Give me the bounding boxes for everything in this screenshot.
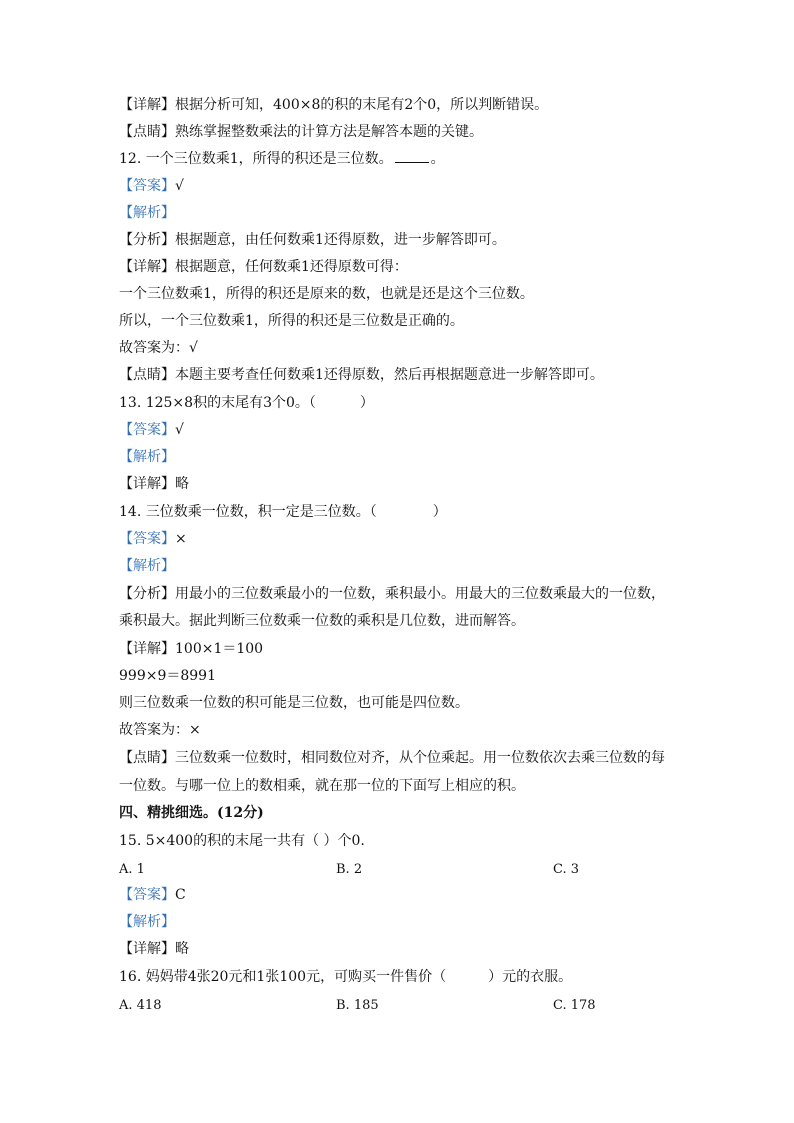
analysis-tag: 【解析】 bbox=[119, 205, 175, 221]
text-line: 所以，一个三位数乘1，所得的积还是三位数是正确的。 bbox=[119, 313, 464, 329]
text-line: 【详解】根据题意，任何数乘1还得原数可得： bbox=[119, 259, 408, 275]
text-line: 【详解】根据分析可知，400×8的积的末尾有2个0，所以判断错误。 bbox=[119, 97, 549, 113]
question-15: 15. 5×400的积的末尾一共有（ ）个0. bbox=[119, 833, 365, 849]
question-14 bbox=[119, 503, 679, 521]
text-line: 【详解】略 bbox=[119, 476, 189, 492]
option-c: C. 3 bbox=[553, 862, 580, 877]
option-a: A. 418 bbox=[119, 998, 162, 1013]
text-line: 则三位数乘一位数的积可能是三位数，也可能是四位数。 bbox=[119, 695, 469, 711]
text-line: 【分析】根据题意，由任何数乘1还得原数，进一步解答即可。 bbox=[119, 232, 506, 248]
question-text: 13. 125×8积的末尾有3个0。（ bbox=[119, 395, 316, 411]
text-line: 一个三位数乘1，所得的积还是原来的数，也就是还是这个三位数。 bbox=[119, 286, 534, 302]
question-text: 16. 妈妈带4张20元和1张100元，可购买一件售价（ bbox=[119, 969, 447, 985]
option-b: B. 185 bbox=[336, 998, 379, 1013]
answer-blank bbox=[395, 150, 429, 163]
answer-value: × bbox=[175, 531, 187, 547]
answer-line bbox=[119, 177, 679, 195]
option-c: C. 178 bbox=[553, 998, 596, 1013]
text-line: 999×9＝8991 bbox=[119, 668, 216, 684]
answer-value: √ bbox=[175, 178, 184, 194]
answer-tag: 【答案】 bbox=[119, 178, 175, 194]
option-a: A. 1 bbox=[119, 862, 145, 877]
question-text-end: ）元的衣服。 bbox=[488, 969, 573, 985]
text-line: 故答案为：× bbox=[119, 722, 201, 738]
answer-tag: 【答案】 bbox=[119, 422, 175, 438]
punct: ） bbox=[359, 395, 374, 411]
text-line: 一位数。与哪一位上的数相乘，就在那一位的下面写上相应的积。 bbox=[119, 778, 525, 794]
answer-line bbox=[119, 886, 679, 904]
option-b: B. 2 bbox=[336, 862, 363, 877]
punct: 。 bbox=[430, 151, 445, 167]
text-line: 【点睛】三位数乘一位数时，相同数位对齐，从个位乘起。用一位数依次去乘三位数的每 bbox=[119, 750, 665, 766]
section-heading: 四、精挑细选。(12分) bbox=[119, 805, 264, 821]
answer-tag: 【答案】 bbox=[119, 887, 175, 903]
text-line: 【分析】用最小的三位数乘最小的一位数，乘积最小。用最大的三位数乘最大的一位数， bbox=[119, 586, 665, 602]
analysis-tag: 【解析】 bbox=[119, 558, 175, 574]
question-13 bbox=[119, 394, 679, 412]
answer-value: C bbox=[175, 887, 186, 903]
question-16 bbox=[119, 968, 679, 986]
question-text: 14. 三位数乘一位数，积一定是三位数。（ bbox=[119, 504, 377, 520]
analysis-tag: 【解析】 bbox=[119, 914, 175, 930]
text-line: 【点睛】本题主要考查任何数乘1还得原数，然后再根据题意进一步解答即可。 bbox=[119, 367, 604, 383]
analysis-tag: 【解析】 bbox=[119, 449, 175, 465]
question-12 bbox=[119, 150, 679, 168]
text-line: 【详解】100×1＝100 bbox=[119, 641, 264, 657]
question-text: 12. 一个三位数乘1，所得的积还是三位数。 bbox=[119, 151, 393, 167]
text-line: 乘积最大。据此判断三位数乘一位数的乘积是几位数，进而解答。 bbox=[119, 613, 525, 629]
answer-value: √ bbox=[175, 422, 184, 438]
answer-tag: 【答案】 bbox=[119, 531, 175, 547]
text-line: 【点睛】熟练掌握整数乘法的计算方法是解答本题的关键。 bbox=[119, 124, 483, 140]
text-line: 【详解】略 bbox=[119, 941, 189, 957]
answer-line bbox=[119, 530, 679, 548]
text-line: 故答案为：√ bbox=[119, 340, 198, 356]
answer-line bbox=[119, 421, 679, 439]
punct: ） bbox=[432, 504, 447, 520]
